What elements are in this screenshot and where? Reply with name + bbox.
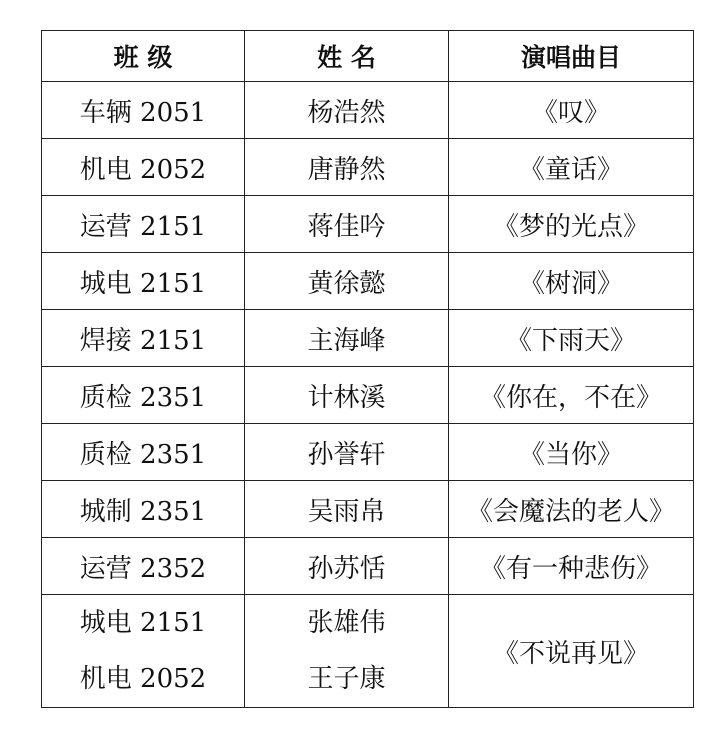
cell-name: 主海峰 (245, 310, 449, 367)
cell-song: 《会魔法的老人》 (449, 481, 694, 538)
cell-name: 计林溪 (245, 367, 449, 424)
table-row (42, 196, 694, 253)
cell-class: 运营 2151 (42, 196, 245, 253)
cell-name: 孙苏恬 (245, 538, 449, 595)
header-class: 班 级 (42, 31, 245, 82)
duet-class-2: 机电 2052 (79, 664, 207, 694)
cell-class: 质检 2351 (42, 424, 245, 481)
cell-song: 《有一种悲伤》 (449, 538, 694, 595)
cell-song: 《你在，不在》 (449, 367, 694, 424)
table-row-duet (42, 595, 694, 708)
cell-name: 蒋佳吟 (245, 196, 449, 253)
cell-name: 杨浩然 (245, 82, 449, 139)
cell-class-pair (42, 595, 245, 708)
cell-class: 焊接 2151 (42, 310, 245, 367)
duet-name-2: 王子康 (307, 664, 386, 694)
table-row (42, 310, 694, 367)
table-row (42, 139, 694, 196)
cell-song: 《叹》 (449, 82, 694, 139)
header-name: 姓 名 (245, 31, 449, 82)
cell-song: 《梦的光点》 (449, 196, 694, 253)
cell-name-pair (245, 595, 449, 708)
cell-class: 城电 2151 (42, 253, 245, 310)
duet-class-1: 城电 2151 (79, 608, 207, 638)
table-row (42, 538, 694, 595)
cell-song: 《树洞》 (449, 253, 694, 310)
cell-song: 《当你》 (449, 424, 694, 481)
cell-name: 孙誉轩 (245, 424, 449, 481)
cell-class: 机电 2052 (42, 139, 245, 196)
header-song: 演唱曲目 (449, 31, 694, 82)
cell-name: 唐静然 (245, 139, 449, 196)
cell-song: 《童话》 (449, 139, 694, 196)
cell-song-duet: 《不说再见》 (449, 595, 694, 708)
cell-class: 车辆 2051 (42, 82, 245, 139)
cell-class: 运营 2352 (42, 538, 245, 595)
duet-name-1: 张雄伟 (307, 608, 386, 638)
cell-class: 质检 2351 (42, 367, 245, 424)
cell-class: 城制 2351 (42, 481, 245, 538)
table-row (42, 481, 694, 538)
header-row (42, 31, 694, 82)
table-row (42, 82, 694, 139)
cell-name: 黄徐懿 (245, 253, 449, 310)
table-row (42, 253, 694, 310)
table-row (42, 424, 694, 481)
performance-table (41, 30, 694, 708)
cell-song: 《下雨天》 (449, 310, 694, 367)
cell-name: 吴雨帛 (245, 481, 449, 538)
table-row (42, 367, 694, 424)
